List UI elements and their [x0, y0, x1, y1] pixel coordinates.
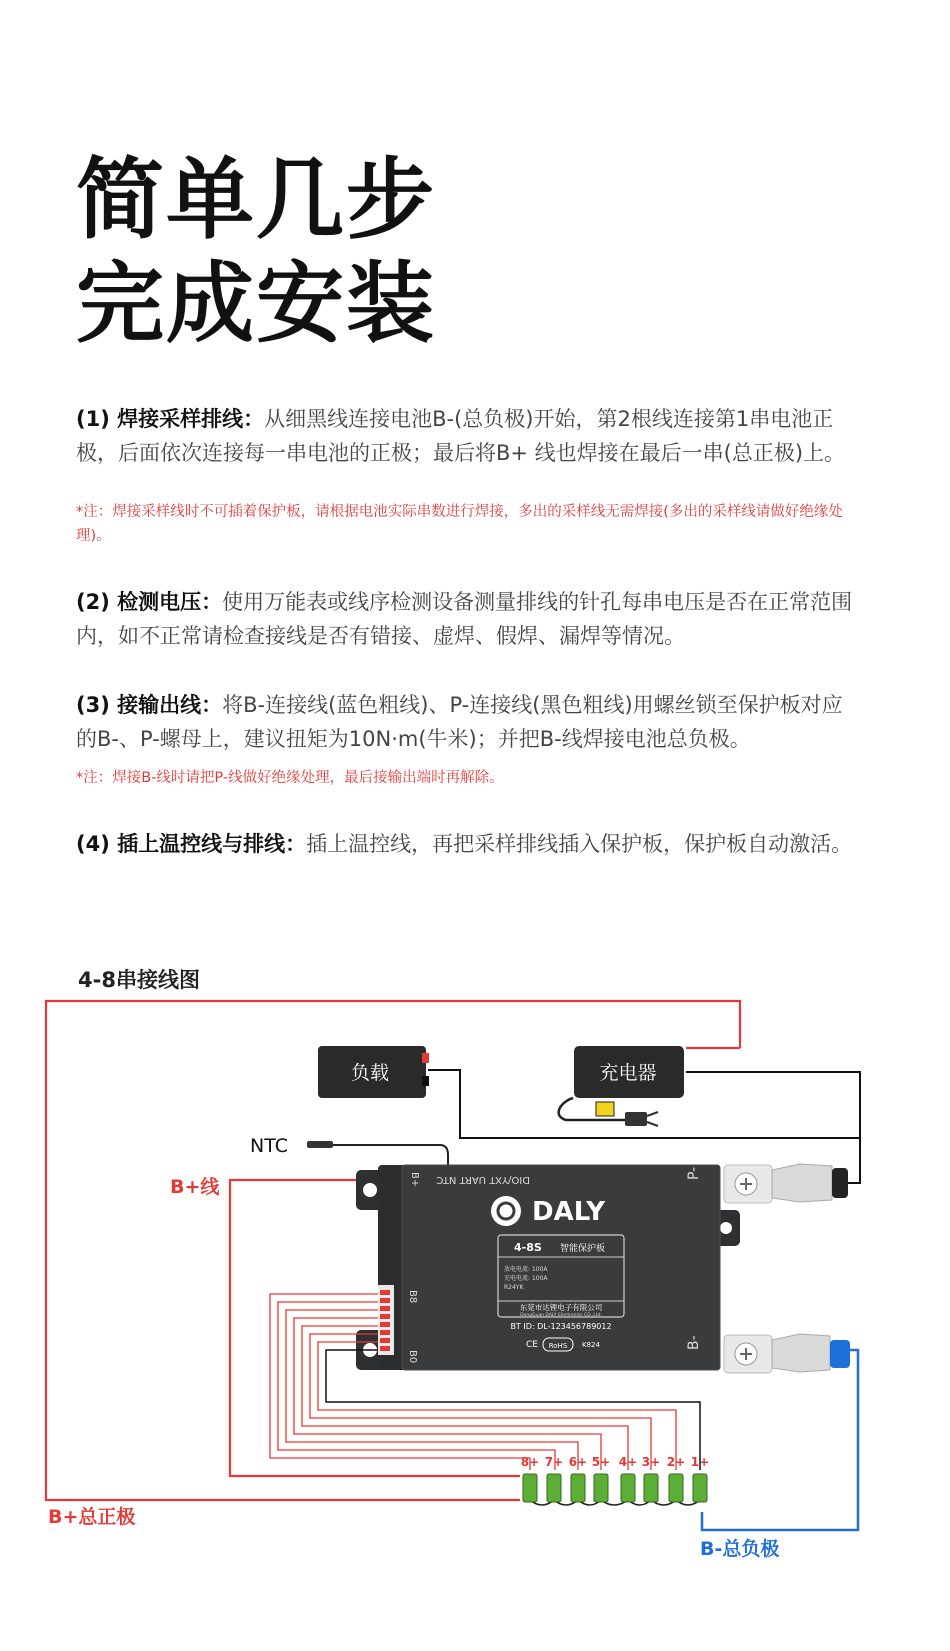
- board-model: 4-8S: [514, 1241, 542, 1254]
- hero-title: [76, 148, 436, 356]
- board-pminus-label: P-: [686, 1166, 702, 1180]
- charger-box: [559, 1046, 684, 1126]
- wiring-diagram: [0, 990, 950, 1651]
- step-1-text: 从细黑线连接电池B-(总负极)开始，第2根线连接第1串电池正极，后面依次连接每一串电池的正极；最后将B+ 线也焊接在最后一串(总正极)上。: [76, 407, 846, 465]
- hero-title-line-2: 完成安装: [76, 252, 437, 355]
- board-ports-label: DIO/YXT UART NTC: [436, 1174, 530, 1185]
- step-4: [76, 827, 856, 861]
- p-minus-terminal: [724, 1164, 848, 1203]
- battery-cell: [594, 1474, 608, 1502]
- board-product: 智能保护板: [560, 1244, 606, 1254]
- step-4-text: 插上温控线，再把采样排线插入保护板，保护板自动激活。: [306, 832, 853, 856]
- step-3-lead: (3) 接输出线：: [76, 693, 223, 717]
- hero-title-line-1: 简单几步: [76, 148, 437, 251]
- cell-label: 3+: [641, 1455, 661, 1469]
- battery-cell: [621, 1474, 635, 1502]
- bminus-blue-wire: [702, 1350, 858, 1530]
- step-1: [76, 402, 856, 470]
- cell-label: 7+: [544, 1455, 564, 1469]
- cell-label: 6+: [568, 1455, 588, 1469]
- cell-label: 4+: [618, 1455, 638, 1469]
- step-1-lead: (1) 焊接采样排线：: [76, 407, 265, 431]
- cell-label: 2+: [666, 1455, 686, 1469]
- step-3-note: *注：焊接B-线时请把P-线做好绝缘处理，最后接输出端时再解除。: [76, 770, 504, 786]
- daly-logo-icon: [491, 1196, 521, 1226]
- battery-pack: [523, 1474, 707, 1505]
- diagram-title: 4-8串接线图: [78, 968, 200, 992]
- board-company-en: DongGuan DALY Electronics CO.,Ltd.: [520, 1313, 602, 1318]
- step-1-note: *注：焊接采样线时不可插着保护板，请根据电池实际串数进行焊接，多出的采样线无需焊接(多出的采样线请做好绝缘处理)。: [76, 504, 843, 544]
- board-b0-label: B0: [407, 1350, 418, 1364]
- board-ce-mark: CE: [526, 1340, 538, 1350]
- step-4-lead: (4) 插上温控线与排线：: [76, 832, 307, 856]
- step-2-lead: (2) 检测电压：: [76, 590, 223, 614]
- bplus-total-label: B+总正极: [48, 1506, 136, 1528]
- daly-protection-board: [356, 1165, 740, 1370]
- b-minus-terminal: [724, 1334, 850, 1373]
- board-b8-label: B8: [407, 1290, 418, 1304]
- battery-cell: [693, 1474, 707, 1502]
- ntc-label: NTC: [250, 1135, 288, 1157]
- load-label: 负载: [350, 1062, 390, 1084]
- cell-labels: [521, 1455, 709, 1469]
- board-company: 东莞市达锂电子有限公司: [519, 1303, 603, 1312]
- board-spec-2: 充电电流: 100A: [504, 1275, 548, 1282]
- board-spec-1: 放电电流: 100A: [504, 1266, 548, 1273]
- battery-cell: [644, 1474, 658, 1502]
- step-3: [76, 688, 856, 756]
- board-code: K824: [582, 1341, 600, 1349]
- board-spec-3: R24YK: [504, 1284, 524, 1291]
- cell-label: 8+: [520, 1455, 540, 1469]
- bplus-wire-label: B+线: [170, 1176, 220, 1198]
- bminus-total-label: B-总负极: [700, 1538, 780, 1560]
- board-bt-id: BT ID: DL-123456789012: [510, 1322, 612, 1331]
- board-rohs-mark: RoHS: [548, 1342, 568, 1350]
- battery-cell: [669, 1474, 683, 1502]
- board-bplus-label: B+: [409, 1172, 420, 1188]
- cell-label: 5+: [591, 1455, 611, 1469]
- step-2: [76, 585, 856, 653]
- load-box: [318, 1046, 429, 1098]
- step-3-text: 将B-连接线(蓝色粗线)、P-连接线(黑色粗线)用螺丝锁至保护板对应的B-、P-螺母上，建议扭矩为10N·m(牛米)；并把B-线焊接电池总负极。: [76, 693, 843, 751]
- battery-cell: [523, 1474, 537, 1502]
- cell-label: 1+: [690, 1455, 710, 1469]
- board-brand: DALY: [532, 1197, 606, 1227]
- battery-cell: [571, 1474, 585, 1502]
- battery-cell: [547, 1474, 561, 1502]
- charger-label: 充电器: [599, 1062, 657, 1084]
- board-bminus-label: B-: [686, 1335, 702, 1350]
- step-2-text: 使用万能表或线序检测设备测量排线的针孔每串电压是否在正常范围内，如不正常请检查接线是否有错接、虚焊、假焊、漏焊等情况。: [76, 590, 853, 648]
